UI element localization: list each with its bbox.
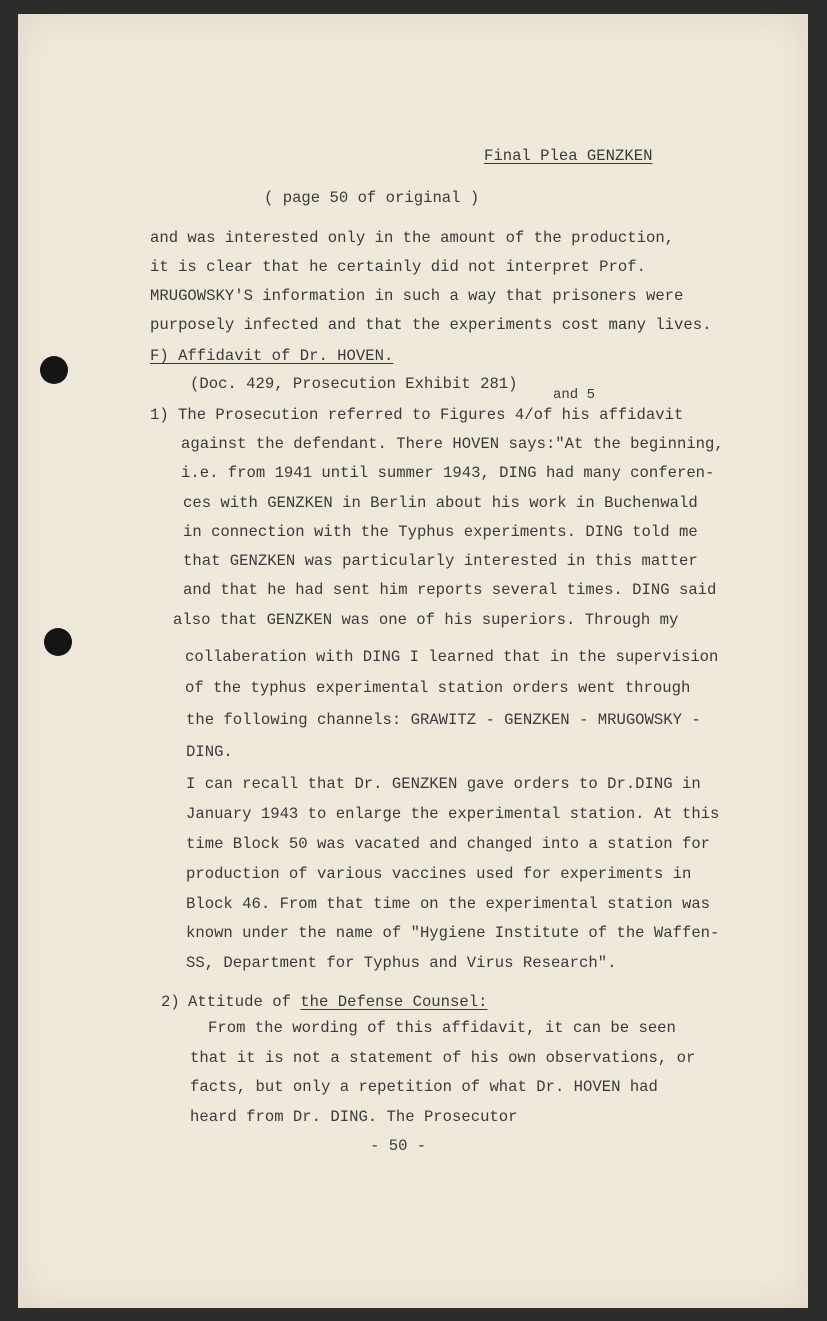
page-number: - 50 - <box>370 1137 427 1155</box>
section-f-heading: F) Affidavit of Dr. HOVEN. <box>150 347 394 365</box>
text-line: time Block 50 was vacated and changed into a station for <box>186 835 711 853</box>
document-reference: (Doc. 429, Prosecution Exhibit 281) <box>190 375 518 393</box>
item-1-number: 1) <box>150 406 169 424</box>
item-2-number: 2) <box>161 993 180 1011</box>
text-line: I can recall that Dr. GENZKEN gave orders to Dr.DING in <box>186 775 701 793</box>
document-page <box>18 14 808 1308</box>
text-line: heard from Dr. DING. The Prosecutor <box>190 1108 518 1126</box>
item-2-heading-title: the Defense Counsel: <box>300 993 488 1011</box>
document-header: Final Plea GENZKEN <box>484 147 653 165</box>
text-line: From the wording of this affidavit, it can be seen <box>208 1019 676 1037</box>
text-line: SS, Department for Typhus and Virus Research". <box>186 954 617 972</box>
text-line: and was interested only in the amount of the production, <box>150 229 675 247</box>
text-line: against the defendant. There HOVEN says:"At the beginning, <box>181 435 724 453</box>
text-line: it is clear that he certainly did not interpret Prof. <box>150 258 646 276</box>
punch-hole-top <box>40 356 68 384</box>
text-line: in connection with the Typhus experiments. DING told me <box>183 523 698 541</box>
text-line: DING. <box>186 743 233 761</box>
text-line: purposely infected and that the experiments cost many lives. <box>150 316 712 334</box>
original-page-reference: ( page 50 of original ) <box>264 189 480 207</box>
text-line: of the typhus experimental station orders went through <box>185 679 691 697</box>
text-line: Block 46. From that time on the experimental station was <box>186 895 711 913</box>
handwritten-insert-note: and 5 <box>553 387 596 403</box>
text-line: known under the name of "Hygiene Institute of the Waffen- <box>186 924 720 942</box>
item-2-heading <box>188 992 487 1012</box>
text-line: collaberation with DING I learned that in the supervision <box>185 648 719 666</box>
text-line: production of various vaccines used for experiments in <box>186 865 692 883</box>
text-line: i.e. from 1941 until summer 1943, DING had many conferen- <box>181 464 715 482</box>
text-line: The Prosecution referred to Figures 4/of his affidavit <box>178 406 684 424</box>
text-line: the following channels: GRAWITZ - GENZKEN - MRUGOWSKY - <box>186 711 701 729</box>
text-line: MRUGOWSKY'S information in such a way that prisoners were <box>150 287 684 305</box>
text-line: and that he had sent him reports several times. DING said <box>183 581 717 599</box>
text-line: that it is not a statement of his own observations, or <box>190 1049 696 1067</box>
text-line: that GENZKEN was particularly interested in this matter <box>183 552 698 570</box>
text-line: ces with GENZKEN in Berlin about his work in Buchenwald <box>183 494 698 512</box>
text-line: also that GENZKEN was one of his superiors. Through my <box>173 611 679 629</box>
punch-hole-bottom <box>44 628 72 656</box>
text-line: facts, but only a repetition of what Dr. HOVEN had <box>190 1078 658 1096</box>
text-line: January 1943 to enlarge the experimental station. At this <box>186 805 720 823</box>
item-2-heading-prefix: Attitude of <box>188 993 301 1011</box>
